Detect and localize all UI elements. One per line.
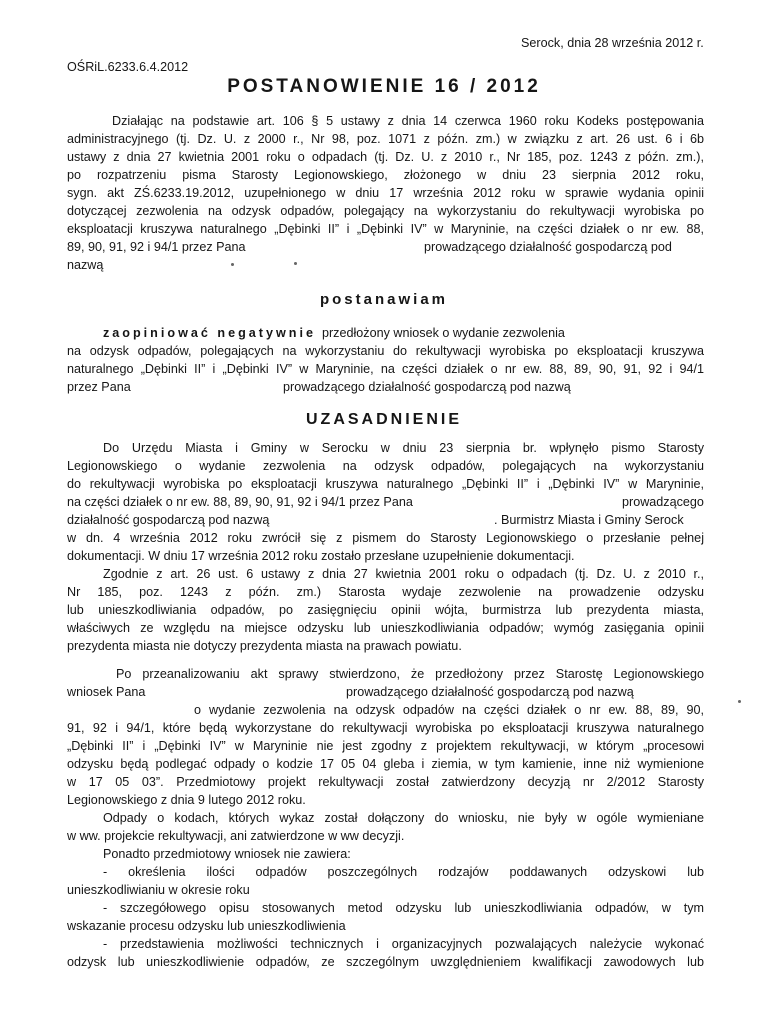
intro-line: dotyczącej zezwolenia na odzysk odpadów, polegający na wykorzystaniu do rekultywacji wyrobiska po <box>67 204 704 218</box>
list-item: odzysk lub unieszkodliwienie odpadów, ze szczególnym uwzględnieniem kwalifikacji zawodowych lub <box>67 955 704 969</box>
justification-line: działalność gospodarczą pod nazwą <box>67 513 270 527</box>
intro-line: sygn. akt ZŚ.6233.19.2012, uzupełnionego w dniu 17 września 2012 roku w sprawie wydania opinii <box>67 186 704 200</box>
justification-line: o wydanie zezwolenia na odzysk odpadów na części działek o nr ew. 88, 89, 90, <box>194 703 704 717</box>
justification-line: Nr 185, poz. 1243 z późn. zm.) Starosta wydaje zezwolenie na prowadzenie odzysku <box>67 585 704 599</box>
justification-line: prowadzącego działalność gospodarczą pod nazwą <box>346 685 634 699</box>
decision-text: przedłożony wniosek o wydanie zezwolenia <box>321 326 565 340</box>
justification-line: w ww. projekcie rekultywacji, ani zatwierdzone w ww decyzji. <box>67 829 405 843</box>
intro-line: nazwą <box>67 258 104 272</box>
intro-line: eksploatacji kruszywa naturalnego „Dębinki II” i „Dębinki IV” w Maryninie, na części działek o nr ew. 88, <box>67 222 704 236</box>
justification-line: Zgodnie z art. 26 ust. 6 ustawy z dnia 27 kwietnia 2001 roku o odpadach (tj. Dz. U. z 2010 r., <box>103 567 704 581</box>
justification-line: w 17 05 03”. Przedmiotowy projekt rekultywacji został zatwierdzony decyzją nr 2/2012 Starosty <box>67 775 704 789</box>
decision-line: przez Pana <box>67 380 131 394</box>
list-item: - przedstawienia możliwości technicznych i organizacyjnych pozwalających należycie wykonać <box>103 937 704 951</box>
place-date: Serock, dnia 28 września 2012 r. <box>521 36 704 50</box>
intro-line: 89, 90, 91, 92 i 94/1 przez Pana <box>67 240 246 254</box>
justification-line: Do Urzędu Miasta i Gminy w Serocku w dniu 23 sierpnia br. wpłynęło pismo Starosty <box>103 441 704 455</box>
intro-line: ustawy z dnia 27 kwietnia 2001 roku o odpadach (tj. Dz. U. z 2010 r., Nr 185, poz. 1243 z późn. zm.), <box>67 150 704 164</box>
scan-speck <box>294 262 297 265</box>
intro-line: administracyjnego (tj. Dz. U. z 2000 r., Nr 98, poz. 1071 z późn. zm.) w związku z art. 26 ust. 6 i 6b <box>67 132 704 146</box>
decision-line <box>103 325 565 342</box>
list-item: unieszkodliwianiu w okresie roku <box>67 883 250 897</box>
justification-line: do rekultywacji wyrobiska po eksploatacji kruszywa naturalnego „Dębinki II” i „Dębinki IV” w Maryninie, <box>67 477 704 491</box>
list-item: wskazanie procesu odzysku lub unieszkodliwienia <box>67 919 346 933</box>
decision-line: prowadzącego działalność gospodarczą pod nazwą <box>283 380 571 394</box>
justification-line: . Burmistrz Miasta i Gminy Serock <box>494 513 684 527</box>
justification-heading: UZASADNIENIE <box>305 411 462 428</box>
case-number: OŚRiL.6233.6.4.2012 <box>67 60 189 74</box>
intro-line: prowadzącego działalność gospodarczą pod <box>424 240 672 254</box>
document-title: POSTANOWIENIE 16 / 2012 <box>227 76 541 97</box>
justification-line: prowadzącego <box>622 495 704 509</box>
list-item: - szczegółowego opisu stosowanych metod odzysku lub unieszkodliwiania odpadów, w tym <box>103 901 704 915</box>
justification-line: „Dębinki II” i „Dębinki IV” w Maryninie nie jest zgodny z projektem rekultywacji, w którym „procesowi <box>67 739 704 753</box>
intro-line: Działając na podstawie art. 106 § 5 ustawy z dnia 14 czerwca 1960 roku Kodeks postępowania <box>112 114 704 128</box>
scan-speck <box>738 700 741 703</box>
intro-line: po rozpatrzeniu pisma Starosty Legionowskiego, złożonego w dniu 23 sierpnia 2012 roku, <box>67 168 704 182</box>
decision-heading: postanawiam <box>319 291 449 308</box>
justification-line: odzysku będą podlegać odpady o kodzie 17 05 04 gleba i ziemia, w tym kamienie, inne niż wymienione <box>67 757 704 771</box>
justification-line: wniosek Pana <box>67 685 146 699</box>
justification-line: 91, 92 i 94/1, które będą wykorzystane do rekultywacji wyrobiska po eksploatacji kruszywa naturalnego <box>67 721 704 735</box>
justification-line: Ponadto przedmiotowy wniosek nie zawiera: <box>103 847 351 861</box>
justification-line: właściwych ze względu na miejsce odzysku lub unieszkodliwiania odpadów; wymóg zasięgania opinii <box>67 621 704 635</box>
justification-line: Odpady o kodach, których wykaz został dołączony do wniosku, nie były w ogóle wymieniane <box>103 811 704 825</box>
justification-line: Legionowskiego o wydanie zezwolenia na odzysk odpadów, polegających na wykorzystaniu <box>67 459 704 473</box>
decision-line: naturalnego „Dębinki II” i „Dębinki IV” w Maryninie, na części działek o nr ew. 88, 89, 90, 91, 92 i 94/1 <box>67 362 704 376</box>
justification-line: prezydenta miasta nie dotyczy prezydenta miasta na prawach powiatu. <box>67 639 462 653</box>
justification-line: dokumentacji. W dniu 17 września 2012 roku zostało przesłane uzupełnienie dokumentacji. <box>67 549 575 563</box>
justification-line: w dn. 4 września 2012 roku zwrócił się z pismem do Starosty Legionowskiego o przesłanie pełnej <box>67 531 704 545</box>
justification-line: Po przeanalizowaniu akt sprawy stwierdzono, że przedłożony przez Starostę Legionowskiego <box>116 667 704 681</box>
decision-verdict: zaopiniować negatywnie <box>103 326 316 340</box>
list-item: - określenia ilości odpadów poszczególnych rodzajów poddawanych odzyskowi lub <box>103 865 704 879</box>
justification-line: Legionowskiego z dnia 9 lutego 2012 roku. <box>67 793 306 807</box>
scan-speck <box>231 263 234 266</box>
decision-line: na odzysk odpadów, polegających na wykorzystaniu do rekultywacji wyrobiska po eksploatacji kruszywa <box>67 344 704 358</box>
justification-line: na części działek o nr ew. 88, 89, 90, 91, 92 i 94/1 przez Pana <box>67 495 413 509</box>
justification-line: lub unieszkodliwiania odpadów, po zasięgnięciu opinii wójta, burmistrza lub prezydenta miasta, <box>67 603 704 617</box>
